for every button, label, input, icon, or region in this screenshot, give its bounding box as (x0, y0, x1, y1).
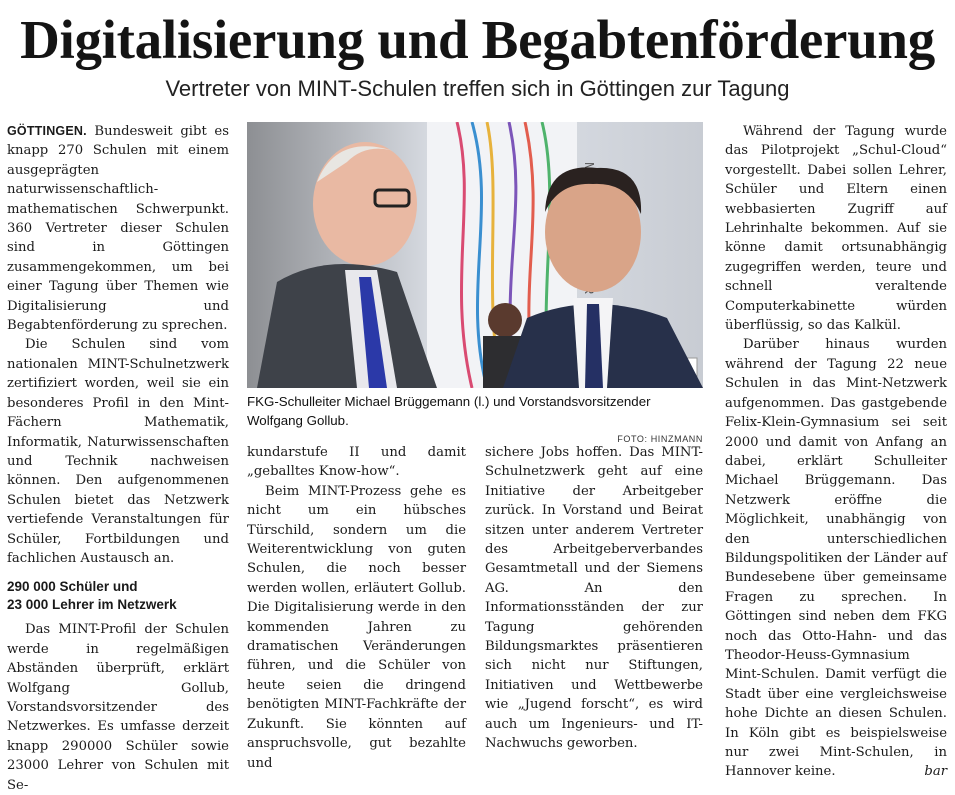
photo-caption (247, 393, 703, 448)
paragraph-text: Darüber hinaus wurden während der Tagung 22 neue Schulen in das Mint-Netzwerk aufgenommen. Das gastgebende Felix-Klein-Gymnasium sei seit 2000 und damit von Anfang an dabei, erklärt Schulleiter Michael Brüggemann. Das Netzwerk eröffne die Möglichkeit, unabhängig von den unterschiedlichen Bildungspolitiken der Länder auf Bundesebene über gemeinsame Fragen zu sprechen. In Göttingen sind neben dem FKG noch das Otto-Hahn- und das Theodor-Heuss-Gymnasium Mint-Schulen. Damit verfügt die Stadt über eine vergleichsweise hohe Dichte an diesen Schulen. In Köln gibt es beispielsweise nur zwei Mint-Schulen, in Hannover keine. (725, 337, 947, 780)
article-headline: Digitalisierung und Begabtenförderung (20, 9, 935, 70)
paragraph: sichere Jobs hoffen. Das MINT-Schulnetzwerk geht auf eine Initiative der Arbeitgeber zurück. In Vorstand und Beirat sitzen unter anderem Vertreter des Arbeitgeberverbandes Gesamtmetall und der Siemens AG. An den Informationsständen der zur Tagung gehörenden Bildungsmarktes präsentieren sich nicht nur Stiftungen, Initiativen und Wettbewerbe wie „Jugend forscht“, es wird auch um Ingenieurs- und IT-Nachwuchs geworben. (485, 445, 703, 752)
paragraph: Während der Tagung wurde das Pilotprojekt „Schul-Cloud“ vorgestellt. Dabei sollen Lehrer, Schüler und Eltern einen webbasierten Zugriff auf Lehrinhalte bekommen. Auf sie könne damit ortsunabhängig zugegriffen werden, teure und schnell veraltende Computerkabinette würden überflüssig, so das Kalkül. (725, 124, 947, 334)
text-column-2 (247, 443, 466, 773)
paragraph: kundarstufe II und damit „geballtes Know-how“. (247, 445, 466, 480)
dateline: GÖTTINGEN. (7, 124, 87, 138)
article-photo (247, 122, 703, 388)
section-subheading-line: 23 000 Lehrer im Netzwerk (7, 597, 177, 613)
paragraph: Beim MINT-Prozess gehe es nicht um ein hübsches Türschild, sondern um die Weiterentwicklung von guten Schulen, die noch besser werden wollen, erläutert Gollub. Die Digitalisierung werde in den kommenden Jahren zu dramatischen Veränderungen führen, und die Schüler von heute seien die dringend benötigten MINT-Fachkräfte der Zukunft. Sie könnten auf anspruchsvolle, gut bezahlte und (247, 483, 466, 771)
section-subheading (7, 578, 229, 614)
photo-illustration (247, 122, 703, 388)
paragraph: Das MINT-Profil der Schulen werde in regelmäßigen Abständen überprüft, erklärt Wolfgang Gollub, Vorstandsvorsitzender des Netzwerkes. Es umfasse derzeit knapp 290000 Schüler sowie 23000 Lehrer von Schulen mit Se- (7, 622, 229, 793)
caption-text: FKG-Schulleiter Michael Brüggemann (l.) und Vorstandsvorsitzender Wolfgang Gollub. (247, 394, 651, 428)
paragraph (7, 122, 229, 335)
text-column-4 (725, 122, 947, 782)
paragraph (725, 335, 947, 781)
photo-credit: FOTO: HINZMANN (617, 433, 703, 444)
paragraph-text: Bundesweit gibt es knapp 270 Schulen mit einem ausgeprägten naturwissenschaftlich-mathematischen Schwerpunkt. 360 Vertreter dieser Schulen sind in Göttingen zusammengekommen, um bei einer Tagung über Themen wie Digitalisierung und Begabtenförderung zu sprechen. (7, 124, 229, 334)
text-column-1 (7, 122, 229, 795)
text-column-3 (485, 443, 703, 754)
paragraph: Die Schulen sind vom nationalen MINT-Schulnetzwerk zertifiziert worden, weil sie ein besonderes Profil in den Mint-Fächern Mathematik, Informatik, Naturwissenschaften und Technik nachweisen können. Den aufgenommenen Schulen bietet das Netzwerk vertiefende Veranstaltungen für Schüler, Fortbildungen und fachlichen Austausch an. (7, 337, 229, 566)
author-initials: bar (924, 764, 947, 780)
section-subheading-line: 290 000 Schüler und (7, 579, 138, 595)
article-subheadline: Vertreter von MINT-Schulen treffen sich in Göttingen zur Tagung (165, 76, 790, 101)
